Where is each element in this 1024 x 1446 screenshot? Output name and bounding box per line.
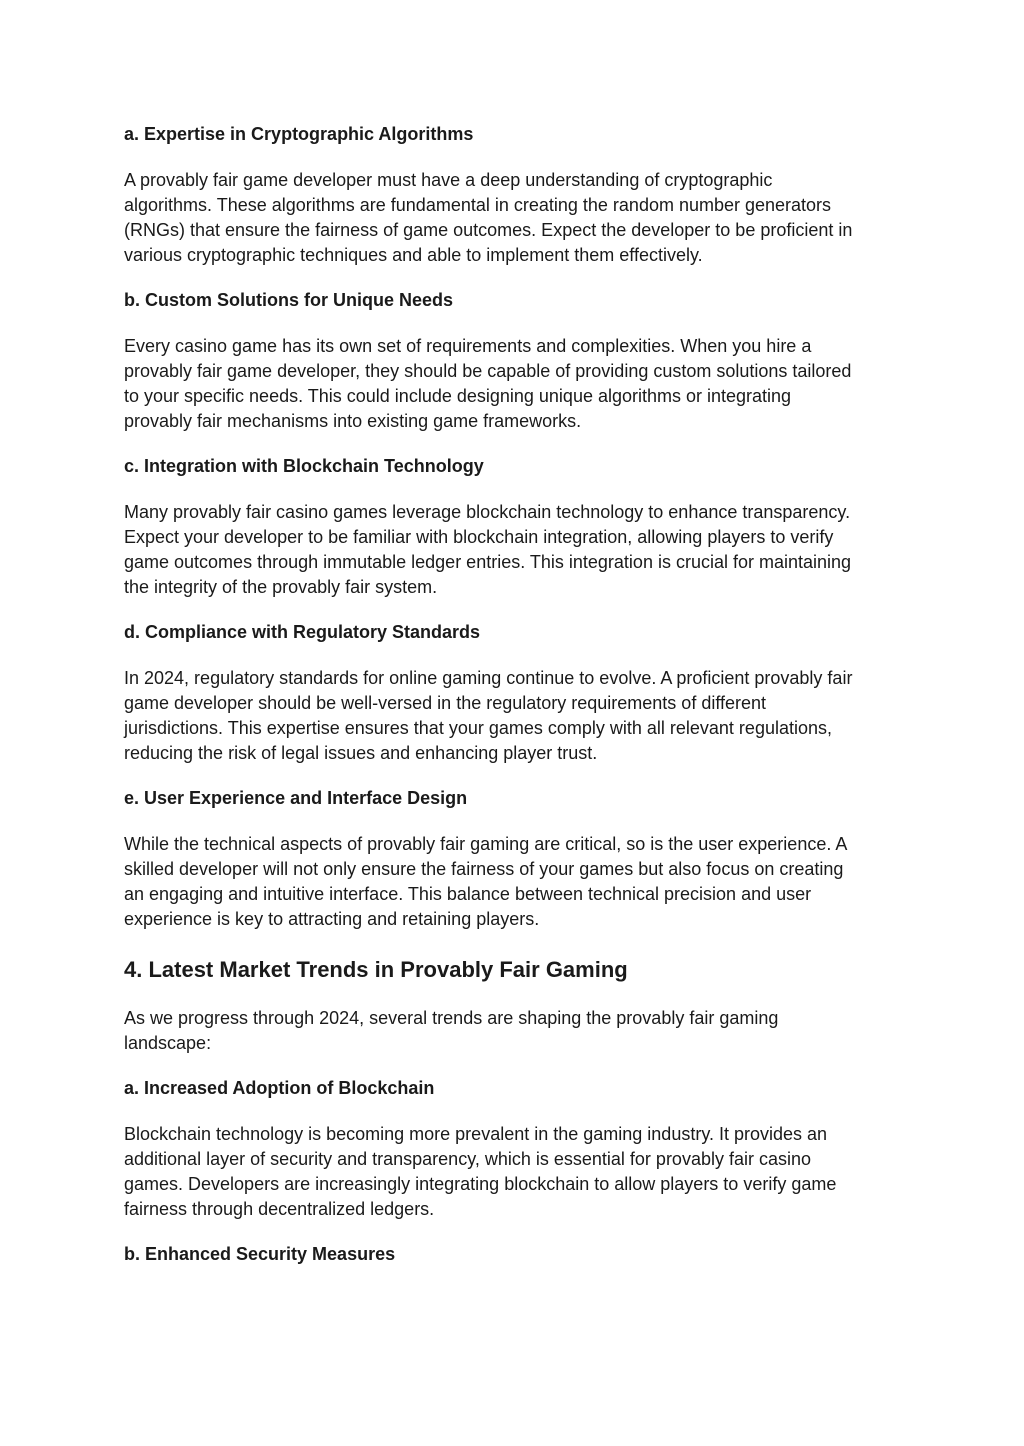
subsection-heading-4b: b. Enhanced Security Measures	[124, 1244, 396, 1264]
paragraph-line: As we progress through 2024, several trends are shaping the provably fair gaming	[124, 1008, 779, 1028]
section-heading-b: b. Custom Solutions for Unique Needs	[124, 290, 454, 310]
paragraph-line: Expect your developer to be familiar with blockchain integration, allowing players to verify	[124, 527, 834, 547]
paragraph-line: experience is key to attracting and retaining players.	[124, 909, 540, 929]
paragraph-line: Every casino game has its own set of requirements and complexities. When you hire a	[124, 336, 812, 356]
paragraph-line: provably fair game developer, they should be capable of providing custom solutions tailored	[124, 361, 852, 381]
section-heading-d: d. Compliance with Regulatory Standards	[124, 622, 481, 642]
paragraph-line: skilled developer will not only ensure the fairness of your games but also focus on creating	[124, 859, 844, 879]
section-paragraph-b	[124, 334, 904, 434]
paragraph-line: algorithms. These algorithms are fundamental in creating the random number generators	[124, 195, 832, 215]
paragraph-line: landscape:	[124, 1033, 212, 1053]
paragraph-line: Blockchain technology is becoming more prevalent in the gaming industry. It provides an	[124, 1124, 828, 1144]
section-paragraph-c	[124, 500, 904, 600]
paragraph-line: various cryptographic techniques and able to implement them effectively.	[124, 245, 703, 265]
paragraph-line: A provably fair game developer must have a deep understanding of cryptographic	[124, 170, 773, 190]
subsection-paragraph-4a	[124, 1122, 904, 1222]
section-4-intro	[124, 1006, 904, 1056]
paragraph-line: game developer should be well-versed in the regulatory requirements of different	[124, 693, 767, 713]
paragraph-line: additional layer of security and transparency, which is essential for provably fair casino	[124, 1149, 812, 1169]
paragraph-line: an engaging and intuitive interface. This balance between technical precision and user	[124, 884, 812, 904]
paragraph-line: reducing the risk of legal issues and enhancing player trust.	[124, 743, 598, 763]
section-heading-c: c. Integration with Blockchain Technology	[124, 456, 484, 476]
paragraph-line: While the technical aspects of provably fair gaming are critical, so is the user experience. A	[124, 834, 848, 854]
paragraph-line: the integrity of the provably fair system.	[124, 577, 438, 597]
paragraph-line: to your specific needs. This could include designing unique algorithms or integrating	[124, 386, 792, 406]
section-4-heading: 4. Latest Market Trends in Provably Fair Gaming	[124, 957, 628, 982]
section-heading-e: e. User Experience and Interface Design	[124, 788, 468, 808]
paragraph-line: In 2024, regulatory standards for online gaming continue to evolve. A proficient provably fair	[124, 668, 853, 688]
paragraph-line: games. Developers are increasingly integrating blockchain to allow players to verify game	[124, 1174, 837, 1194]
paragraph-line: fairness through decentralized ledgers.	[124, 1199, 435, 1219]
section-heading-a: a. Expertise in Cryptographic Algorithms	[124, 124, 474, 144]
section-paragraph-e	[124, 832, 904, 932]
paragraph-line: provably fair mechanisms into existing game frameworks.	[124, 411, 582, 431]
paragraph-line: (RNGs) that ensure the fairness of game outcomes. Expect the developer to be proficient in	[124, 220, 853, 240]
subsection-heading-4a: a. Increased Adoption of Blockchain	[124, 1078, 435, 1098]
paragraph-line: Many provably fair casino games leverage blockchain technology to enhance transparency.	[124, 502, 851, 522]
section-paragraph-a	[124, 168, 904, 268]
section-paragraph-d	[124, 666, 904, 766]
paragraph-line: jurisdictions. This expertise ensures that your games comply with all relevant regulations,	[124, 718, 832, 738]
paragraph-line: game outcomes through immutable ledger entries. This integration is crucial for maintaining	[124, 552, 852, 572]
